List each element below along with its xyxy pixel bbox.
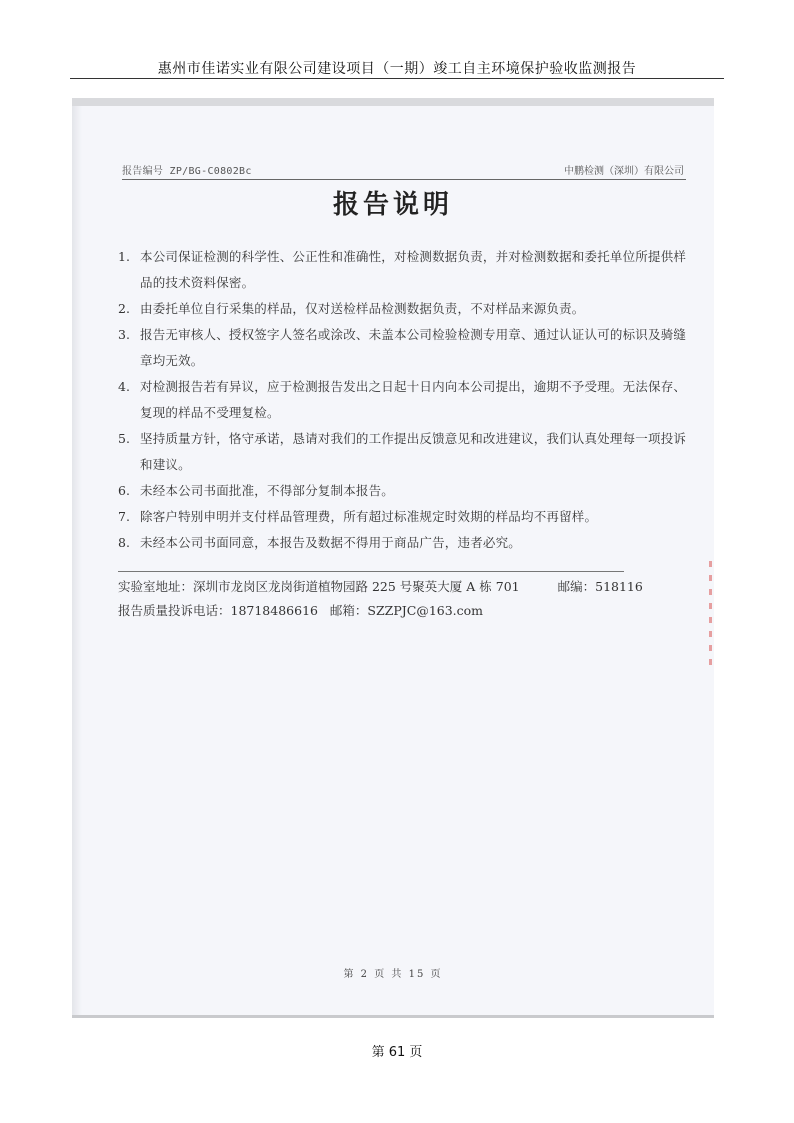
item-number: 4. bbox=[118, 379, 130, 394]
item-text: 由委托单位自行采集的样品，仅对送检样品检测数据负责，不对样品来源负责。 bbox=[140, 301, 585, 316]
company-name: 中鹏检测（深圳）有限公司 bbox=[564, 166, 684, 177]
item-number: 7. bbox=[118, 509, 130, 524]
header-divider bbox=[70, 78, 724, 79]
list-item bbox=[118, 504, 688, 530]
postcode: 邮编：518116 bbox=[557, 579, 643, 594]
complaint-email: 邮箱：SZZPJC@163.com bbox=[329, 603, 484, 618]
item-text: 除客户特别申明并支付样品管理费，所有超过标准规定时效期的样品均不再留样。 bbox=[140, 509, 598, 524]
list-item bbox=[118, 478, 688, 504]
list-item bbox=[118, 322, 688, 374]
item-text: 报告无审核人、授权签字人签名或涂改、未盖本公司检验检测专用章、通过认证认可的标识及骑缝章均无效。 bbox=[140, 327, 687, 368]
item-text: 未经本公司书面同意，本报告及数据不得用于商品广告，违者必究。 bbox=[140, 535, 522, 550]
page-number: 第 61 页 bbox=[371, 1045, 423, 1060]
report-number: 报告编号 ZP/BG-C0802Bc bbox=[122, 166, 252, 177]
contact-divider bbox=[118, 571, 624, 572]
item-text: 未经本公司书面批准，不得部分复制本报告。 bbox=[140, 483, 395, 498]
document-header-title: 惠州市佳诺实业有限公司建设项目（一期）竣工自主环境保护验收监测报告 bbox=[157, 61, 637, 77]
item-number: 3. bbox=[118, 327, 130, 342]
list-item bbox=[118, 374, 688, 426]
report-title: 报告说明 bbox=[332, 190, 453, 220]
complaint-contact-row bbox=[118, 601, 483, 619]
lab-address: 实验室地址：深圳市龙岗区龙岗街道植物园路 225 号聚英大厦 A 栋 701 bbox=[118, 579, 520, 594]
scanned-report-page bbox=[72, 98, 714, 1018]
item-number: 6. bbox=[118, 483, 130, 498]
complaint-phone: 报告质量投诉电话：18718486616 bbox=[118, 603, 318, 618]
list-item bbox=[118, 426, 688, 478]
item-number: 5. bbox=[118, 431, 130, 446]
seal-edge-marks bbox=[709, 561, 712, 671]
item-text: 坚持质量方针，恪守承诺，恳请对我们的工作提出反馈意见和改进建议，我们认真处理每一项投诉和建议。 bbox=[140, 431, 687, 472]
list-item bbox=[118, 296, 688, 322]
list-item bbox=[118, 530, 688, 556]
item-text: 本公司保证检测的科学性、公正性和准确性，对检测数据负责，并对检测数据和委托单位所提供样品的技术资料保密。 bbox=[140, 249, 687, 290]
inner-page-number: 第 2 页 共 15 页 bbox=[343, 969, 443, 980]
meta-divider bbox=[122, 179, 686, 180]
lab-address-row bbox=[118, 577, 643, 595]
list-item bbox=[118, 244, 688, 296]
item-text: 对检测报告若有异议，应于检测报告发出之日起十日内向本公司提出，逾期不予受理。无法保存、复现的样品不受理复检。 bbox=[140, 379, 687, 420]
report-notes-list bbox=[118, 244, 688, 556]
item-number: 1. bbox=[118, 249, 130, 264]
item-number: 8. bbox=[118, 535, 130, 550]
item-number: 2. bbox=[118, 301, 130, 316]
